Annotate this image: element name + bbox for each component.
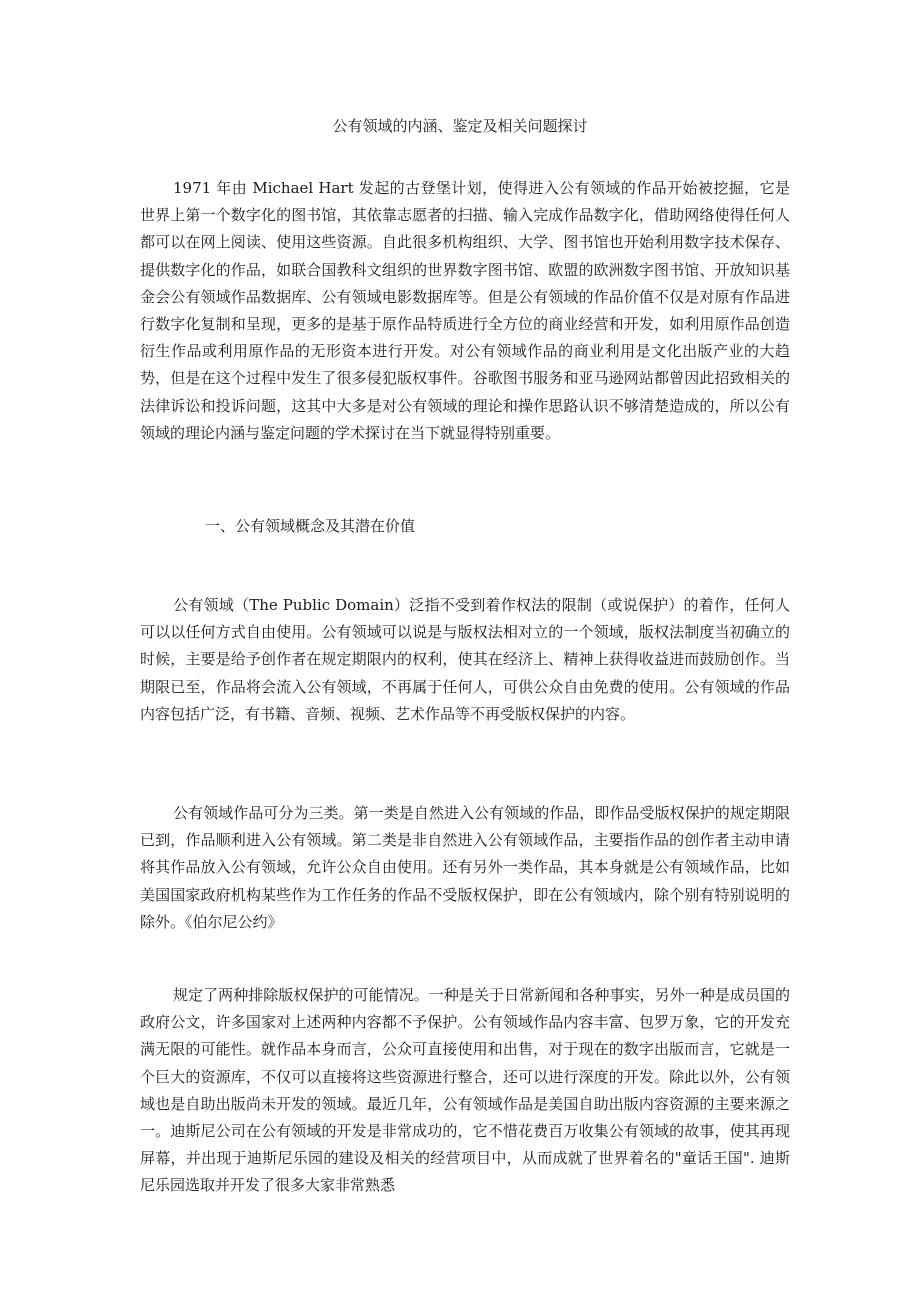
paragraph-definition: 公有领域（The Public Domain）泛指不受到着作权法的限制（或说保护）的着作，任何人可以以任何方式自由使用。公有领域可以说是与版权法相对立的一个领域，版权法制度当初确立的时候，主要是给予创作者在规定期限内的权利，使其在经济上、精神上获得收益进而鼓励创作。当期限已至，作品将会流入公有领域，不再属于任何人，可供公众自由免费的使用。公有领域的作品内容包括广泛，有书籍、音频、视频、艺术作品等不再受版权保护的内容。 [140,596,790,723]
document-title: 公有领域的内涵、鉴定及相关问题探讨 [332,117,588,135]
paragraph-intro: 1971 年由 Michael Hart 发起的古登堡计划，使得进入公有领域的作品开始被挖掘，它是世界上第一个数字化的图书馆，其依靠志愿者的扫描、输入完成作品数字化，借助网络使得任何人都可以在网上阅读、使用这些资源。自此很多机构组织、大学、图书馆也开始利用数字技术保存、提供数字化的作品，如联合国教科文组织的世界数字图书馆、欧盟的欧洲数字图书馆、开放知识基金会公有领域作品数据库、公有领域电影数据库等。但是公有领域的作品价值不仅是对原有作品进行数字化复制和呈现，更多的是基于原作品特质进行全方位的商业经营和开发，如利用原作品创造衍生作品或利用原作品的无形资本进行开发。对公有领域作品的商业利用是文化出版产业的大趋势，但是在这个过程中发生了很多侵犯版权事件。谷歌图书服务和亚马逊网站都曾因此招致相关的法律诉讼和投诉问题，这其中大多是对公有领域的理论和操作思路认识不够清楚造成的，所以公有领域的理论内涵与鉴定问题的学术探讨在当下就显得特别重要。 [140,179,790,442]
paragraph-categories: 公有领域作品可分为三类。第一类是自然进入公有领域的作品，即作品受版权保护的规定期限已到，作品顺利进入公有领域。第二类是非自然进入公有领域作品，主要指作品的创作者主动申请将其作品放入公有领域，允许公众自由使用。还有另外一类作品，其本身就是公有领域作品，比如美国国家政府机构某些作为工作任务的作品不受版权保护，即在公有领域内，除个别有特别说明的除外。《伯尔尼公约》 [140,804,790,931]
paragraph-exclusions: 规定了两种排除版权保护的可能情况。一种是关于日常新闻和各种事实，另外一种是成员国的政府公文，许多国家对上述两种内容都不予保护。公有领域作品内容丰富、包罗万象，它的开发充满无限的可能性。就作品本身而言，公众可直接使用和出售，对于现在的数字出版而言，它就是一个巨大的资源库，不仅可以直接将这些资源进行整合，还可以进行深度的开发。除此以外，公有领域也是自助出版尚未开发的领域。最近几年，公有领域作品是美国自助出版内容资源的主要来源之一。迪斯尼公司在公有领域的开发是非常成功的，它不惜花费百万收集公有领域的故事，使其再现屏幕，并出现于迪斯尼乐园的建设及相关的经营项目中，从而成就了世界着名的"童话王国". 迪斯尼乐园选取并开发了很多大家非常熟悉 [140,986,790,1195]
section-heading: 一、公有领域概念及其潜在价值 [205,517,416,535]
